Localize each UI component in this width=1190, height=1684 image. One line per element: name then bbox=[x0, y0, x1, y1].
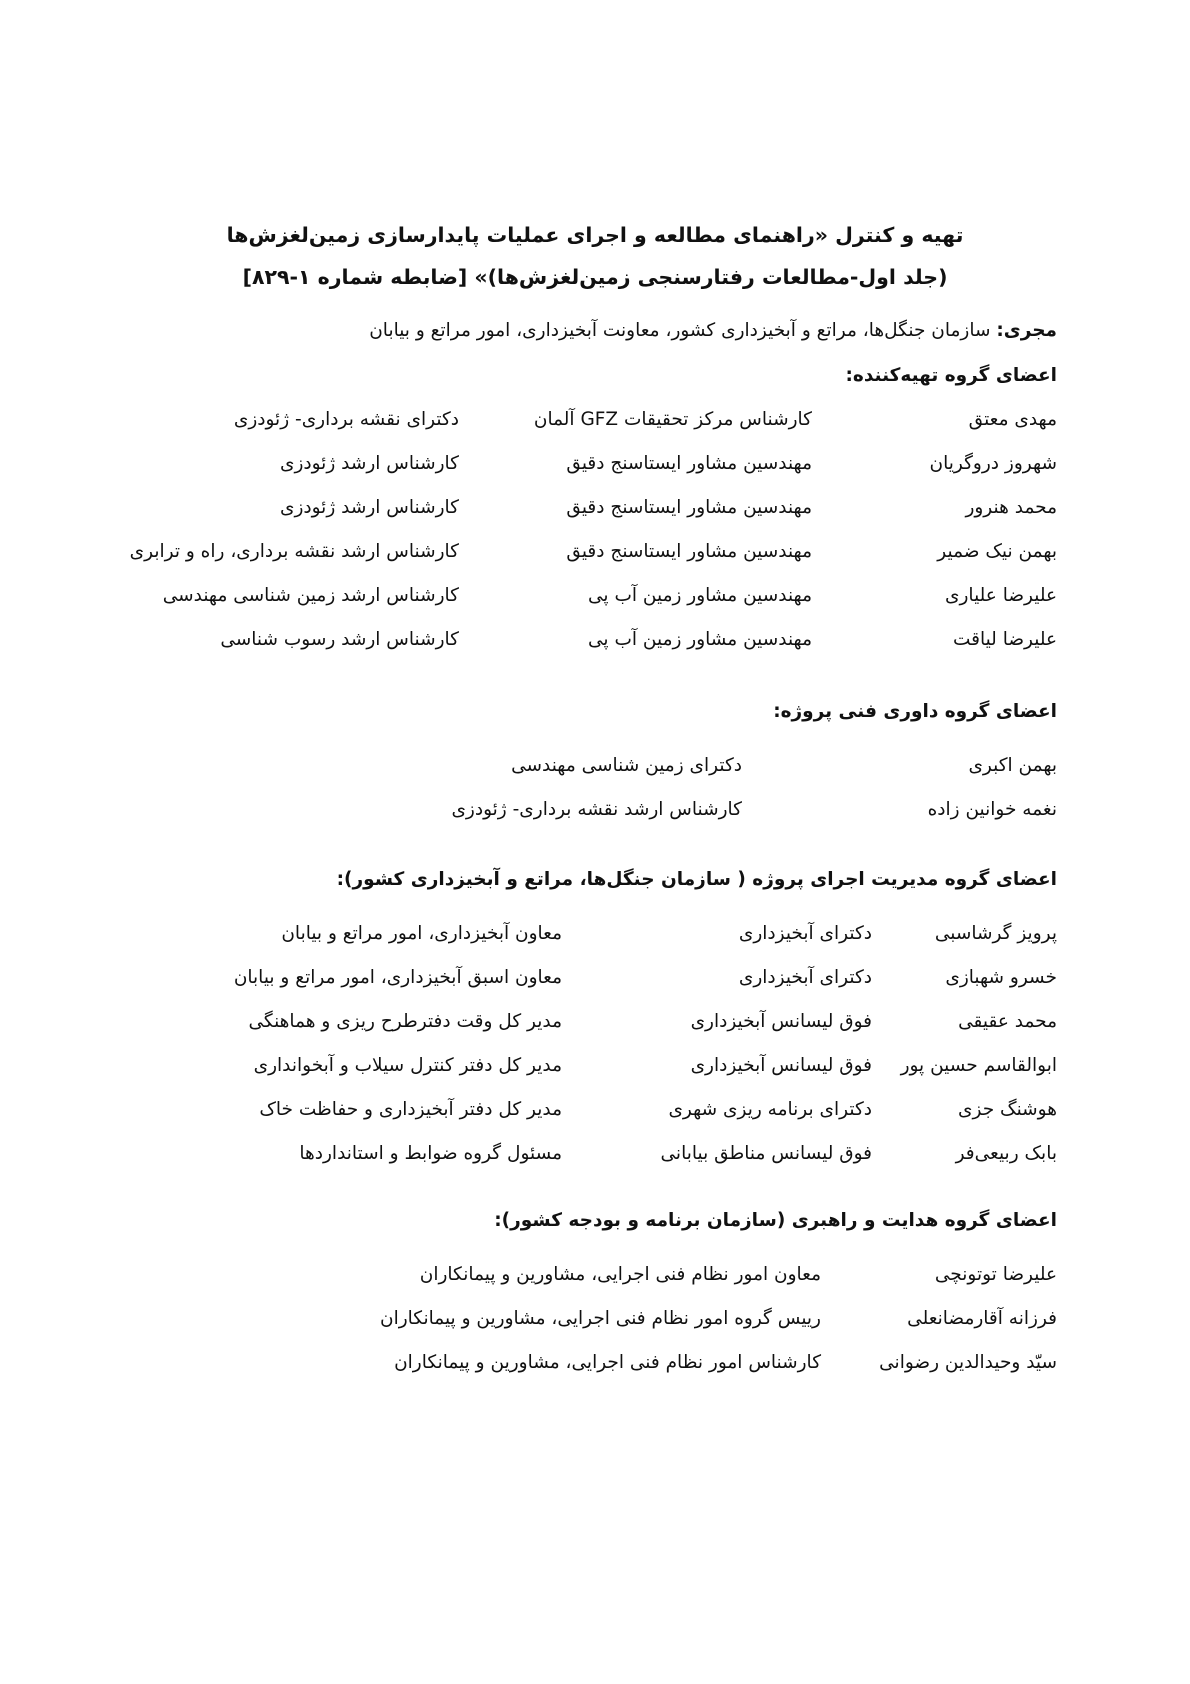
member-name: بابک ربیعی‌فر bbox=[955, 1143, 1057, 1164]
member-name: بهمن اکبری bbox=[968, 755, 1057, 776]
member-affiliation: مهندسین مشاور زمین آب پی bbox=[588, 629, 812, 650]
title-line-2: (جلد اول-مطالعات رفتارسنجی زمین‌لغزش‌ها)» [ضابطه شماره ۱-۸۲۹] bbox=[242, 265, 948, 289]
member-affiliation: مهندسین مشاور ایستاسنج دقیق bbox=[566, 541, 812, 562]
member-affiliation: مهندسین مشاور زمین آب پی bbox=[588, 585, 812, 606]
executor-label: مجری: bbox=[996, 320, 1057, 341]
member-degree: فوق لیسانس آبخیزداری bbox=[690, 1011, 872, 1032]
executor-value: سازمان جنگل‌ها، مراتع و آبخیزداری کشور، معاونت آبخیزداری، امور مراتع و بیابان bbox=[369, 320, 997, 341]
member-degree: دکترای نقشه برداری- ژئودزی bbox=[233, 409, 459, 430]
member-affiliation: مهندسین مشاور ایستاسنج دقیق bbox=[566, 497, 812, 518]
member-name: علیرضا توتونچی bbox=[934, 1264, 1057, 1285]
member-name: علیرضا لیاقت bbox=[952, 629, 1057, 650]
member-degree: دکترای آبخیزداری bbox=[738, 967, 872, 988]
member-degree: دکترای برنامه ریزی شهری bbox=[668, 1099, 872, 1120]
member-position: معاون امور نظام فنی اجرایی، مشاورین و پیمانکاران bbox=[419, 1264, 821, 1285]
member-position: مسئول گروه ضوابط و استانداردها bbox=[299, 1143, 562, 1164]
member-degree: کارشناس ارشد نقشه برداری، راه و ترابری bbox=[129, 541, 459, 562]
member-name: مهدی معتق bbox=[968, 409, 1057, 430]
member-name: محمد هنرور bbox=[965, 497, 1057, 518]
member-name: بهمن نیک ضمیر bbox=[937, 541, 1057, 562]
member-position: رییس گروه امور نظام فنی اجرایی، مشاورین و پیمانکاران bbox=[379, 1308, 821, 1329]
member-name: علیرضا علیاری bbox=[945, 585, 1057, 606]
member-degree: کارشناس ارشد ژئودزی bbox=[279, 497, 459, 518]
member-degree: فوق لیسانس مناطق بیابانی bbox=[660, 1143, 872, 1164]
member-degree: کارشناس ارشد ژئودزی bbox=[279, 453, 459, 474]
reviewers-heading: اعضای گروه داوری فنی پروژه: bbox=[773, 701, 1057, 722]
member-name: خسرو شهبازی bbox=[945, 967, 1057, 988]
member-name: فرزانه آقارمضانعلی bbox=[907, 1308, 1057, 1329]
title-line-1: تهیه و کنترل «راهنمای مطالعه و اجرای عملیات پایدارسازی زمین‌لغزش‌ها bbox=[226, 223, 964, 247]
member-name: محمد عقیقی bbox=[958, 1011, 1057, 1032]
member-position: کارشناس امور نظام فنی اجرایی، مشاورین و پیمانکاران bbox=[394, 1352, 821, 1373]
member-position: مدیر کل دفتر آبخیزداری و حفاظت خاک bbox=[259, 1099, 562, 1120]
member-name: پرویز گرشاسبی bbox=[934, 923, 1057, 944]
member-name: ابوالقاسم حسین پور bbox=[900, 1055, 1057, 1076]
member-position: مدیر کل وقت دفترطرح ریزی و هماهنگی bbox=[248, 1011, 562, 1032]
member-position: معاون اسبق آبخیزداری، امور مراتع و بیابان bbox=[233, 967, 562, 988]
member-affiliation: کارشناس مرکز تحقیقات GFZ آلمان bbox=[533, 409, 812, 430]
member-position: معاون آبخیزداری، امور مراتع و بیابان bbox=[281, 923, 562, 944]
executor-line bbox=[369, 320, 1057, 341]
guidance-heading: اعضای گروه هدایت و راهبری (سازمان برنامه و بودجه کشور): bbox=[494, 1210, 1057, 1231]
member-affiliation: مهندسین مشاور ایستاسنج دقیق bbox=[566, 453, 812, 474]
member-name: نغمه خوانین زاده bbox=[927, 799, 1057, 820]
member-degree: دکترای زمین شناسی مهندسی bbox=[511, 755, 742, 776]
member-degree: کارشناس ارشد زمین شناسی مهندسی bbox=[162, 585, 459, 606]
preparers-heading: اعضای گروه تهیه‌کننده: bbox=[845, 365, 1057, 386]
member-name: شهروز دروگریان bbox=[929, 453, 1057, 474]
management-heading: اعضای گروه مدیریت اجرای پروژه ( سازمان جنگل‌ها، مراتع و آبخیزداری کشور): bbox=[336, 869, 1057, 890]
member-name: هوشنگ جزی bbox=[958, 1099, 1057, 1120]
member-degree: فوق لیسانس آبخیزداری bbox=[690, 1055, 872, 1076]
member-name: سیّد وحیدالدین رضوانی bbox=[879, 1352, 1057, 1373]
member-degree: کارشناس ارشد نقشه برداری- ژئودزی bbox=[451, 799, 742, 820]
member-degree: دکترای آبخیزداری bbox=[738, 923, 872, 944]
document-title bbox=[0, 214, 1190, 298]
member-degree: کارشناس ارشد رسوب شناسی bbox=[220, 629, 459, 650]
member-position: مدیر کل دفتر کنترل سیلاب و آبخوانداری bbox=[253, 1055, 562, 1076]
